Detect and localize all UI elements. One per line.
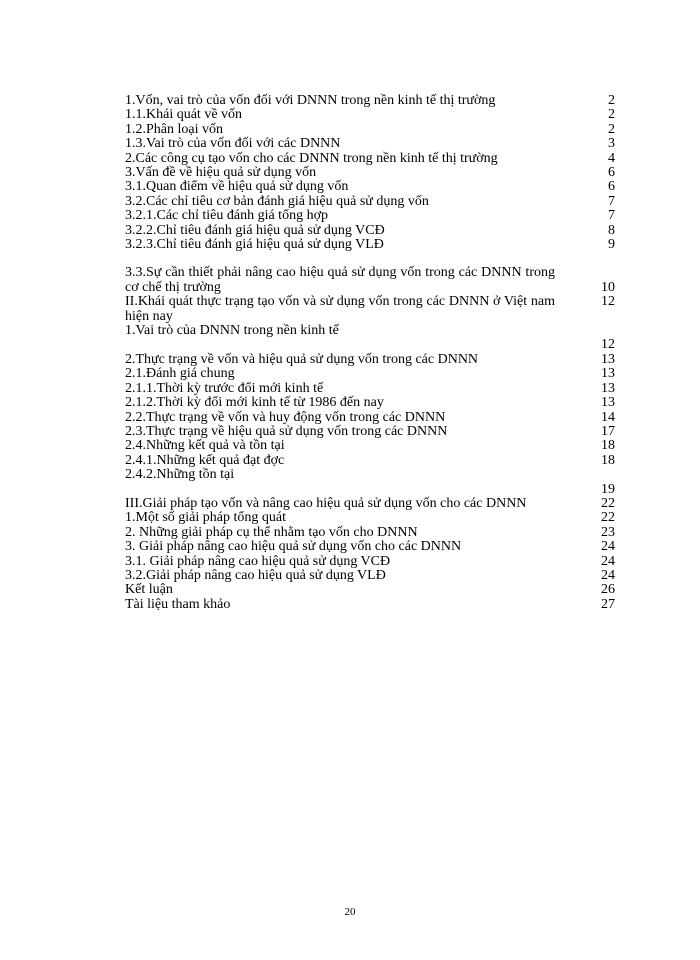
- toc-entry-page: 8: [608, 222, 615, 238]
- toc-entry-page: 22: [601, 510, 615, 526]
- toc-entry-title: 1.Vai trò của DNNN trong nền kinh tế: [125, 323, 339, 339]
- toc-entry-title: III.Giải pháp tạo vốn và nâng cao hiệu quả sử dụng vốn cho các DNNN: [125, 495, 527, 511]
- toc-entry: [125, 454, 615, 468]
- toc-entry-page: 4: [608, 150, 615, 166]
- toc-entry-title: 2.4.2.Những tồn tại: [125, 467, 235, 483]
- toc-entry-title: 1.Một số giải pháp tổng quát: [125, 510, 286, 526]
- toc-entry: [125, 353, 615, 367]
- spacer: [125, 252, 615, 266]
- toc-entry-title: 2.3.Thực trạng về hiệu quả sử dụng vốn trong các DNNN: [125, 423, 448, 439]
- toc-entry: [125, 382, 615, 396]
- toc-entry: [125, 598, 615, 612]
- toc-entry: [125, 266, 615, 295]
- toc-entry-page: 23: [601, 524, 615, 540]
- toc-entry: [125, 224, 615, 238]
- toc-entry: [125, 195, 615, 209]
- toc-entry-page: 10: [601, 279, 615, 295]
- toc-entry-page: 24: [601, 553, 615, 569]
- toc-entry-page: 14: [601, 409, 615, 425]
- toc-entry: [125, 324, 615, 353]
- toc-entry: [125, 468, 615, 497]
- toc-entry-title: 2.Các công cụ tạo vốn cho các DNNN trong nền kinh tế thị trường: [125, 150, 498, 166]
- toc-entry-title: 3.1. Giải pháp nâng cao hiệu quả sử dụng VCĐ: [125, 553, 391, 569]
- toc-entry: [125, 540, 615, 554]
- toc-entry-title: II.Khái quát thực trạng tạo vốn và sử dụng vốn trong các DNNN ở Việt nam hiện nay: [125, 294, 555, 324]
- toc-entry: [125, 569, 615, 583]
- toc-entry-title: 3. Giải pháp nâng cao hiệu quả sử dụng vốn cho các DNNN: [125, 539, 462, 555]
- toc-entry: [125, 367, 615, 381]
- toc-entry: [125, 411, 615, 425]
- toc-entry-title: Kết luận: [125, 582, 173, 598]
- toc-entry-title: 2.4.Những kết quả và tồn tại: [125, 438, 285, 454]
- toc-entry: [125, 583, 615, 597]
- toc-entry-page: 26: [601, 582, 615, 598]
- toc-entry-title: 1.Vốn, vai trò của vốn đối với DNNN trong nền kinh tế thị trường: [125, 93, 496, 108]
- toc-entry-page: 7: [608, 208, 615, 224]
- toc-entry: [125, 209, 615, 223]
- toc-entry-title: 2.1.2.Thời kỳ đổi mới kinh tế từ 1986 đến nay: [125, 395, 384, 411]
- toc-entry-title: 3.2.Các chỉ tiêu cơ bản đánh giá hiệu quả sử dụng vốn: [125, 193, 429, 209]
- page-number: 20: [344, 906, 356, 918]
- toc-entry-title: 3.1.Quan điểm về hiệu quả sử dụng vốn: [125, 179, 349, 195]
- toc-entry-title: 2.Thực trạng về vốn và hiệu quả sử dụng vốn trong các DNNN: [125, 351, 479, 367]
- toc-entry-page: 13: [601, 366, 615, 382]
- toc-entry-page: 2: [608, 93, 615, 108]
- toc-entry-title: 1.3.Vai trò của vốn đối với các DNNN: [125, 136, 341, 152]
- toc-entry-page: 17: [601, 423, 615, 439]
- toc-entry-title: 3.3.Sự cần thiết phải nâng cao hiệu quả sử dụng vốn trong các DNNN trong cơ chế thị trường: [125, 265, 555, 295]
- toc-entry: [125, 439, 615, 453]
- toc-entry: [125, 511, 615, 525]
- table-of-contents: [125, 94, 615, 612]
- toc-entry: [125, 137, 615, 151]
- toc-entry: [125, 238, 615, 252]
- toc-entry-page: 13: [601, 380, 615, 396]
- toc-entry: [125, 123, 615, 137]
- toc-entry: [125, 497, 615, 511]
- toc-entry-title: 3.2.Giải pháp nâng cao hiệu quả sử dụng VLĐ: [125, 567, 386, 583]
- toc-entry-title: 3.Vấn đề về hiệu quả sử dụng vốn: [125, 165, 317, 181]
- toc-entry-page: 12: [601, 294, 615, 310]
- toc-entry: [125, 108, 615, 122]
- toc-entry-page: 24: [601, 567, 615, 583]
- toc-entry-page: 7: [608, 193, 615, 209]
- toc-entry-page: 18: [601, 438, 615, 454]
- toc-entry-title: Tài liệu tham khảo: [125, 596, 231, 612]
- toc-entry-page: 6: [608, 165, 615, 181]
- toc-entry: [125, 526, 615, 540]
- toc-entry-title: 2.2.Thực trạng về vốn và huy động vốn trong các DNNN: [125, 409, 446, 425]
- toc-entry-page: 24: [601, 539, 615, 555]
- toc-entry: [125, 555, 615, 569]
- toc-entry-page: 9: [608, 237, 615, 253]
- toc-entry-page: 19: [601, 481, 615, 497]
- toc-entry-page: 2: [608, 121, 615, 137]
- toc-entry-title: 2.1.Đánh giá chung: [125, 366, 235, 382]
- toc-entry-page: 22: [601, 495, 615, 511]
- toc-entry-title: 1.1.Khái quát về vốn: [125, 107, 243, 123]
- toc-entry-page: 3: [608, 136, 615, 152]
- toc-entry: [125, 166, 615, 180]
- toc-entry: [125, 152, 615, 166]
- toc-entry: [125, 425, 615, 439]
- toc-entry-page: 13: [601, 351, 615, 367]
- toc-entry-page: 6: [608, 179, 615, 195]
- toc-entry: [125, 396, 615, 410]
- toc-entry-title: 1.2.Phân loại vốn: [125, 121, 223, 137]
- toc-entry-page: 13: [601, 395, 615, 411]
- toc-entry-page: 18: [601, 452, 615, 468]
- toc-entry-page: 12: [601, 337, 615, 353]
- toc-entry-title: 3.2.1.Các chỉ tiêu đánh giá tổng hợp: [125, 208, 328, 224]
- toc-entry-title: 2.1.1.Thời kỳ trước đổi mới kinh tế: [125, 380, 324, 396]
- toc-entry: [125, 295, 615, 324]
- toc-entry-title: 3.2.3.Chỉ tiêu đánh giá hiệu quả sử dụng VLĐ: [125, 237, 384, 253]
- toc-entry-title: 2.4.1.Những kết quả đạt đợc: [125, 452, 285, 468]
- toc-entry: [125, 180, 615, 194]
- toc-entry-title: 3.2.2.Chỉ tiêu đánh giá hiệu quả sử dụng VCĐ: [125, 222, 385, 238]
- toc-entry-page: 27: [601, 596, 615, 612]
- toc-entry: [125, 94, 615, 108]
- toc-entry-page: 2: [608, 107, 615, 123]
- toc-entry-title: 2. Những giải pháp cụ thể nhằm tạo vốn cho DNNN: [125, 524, 418, 540]
